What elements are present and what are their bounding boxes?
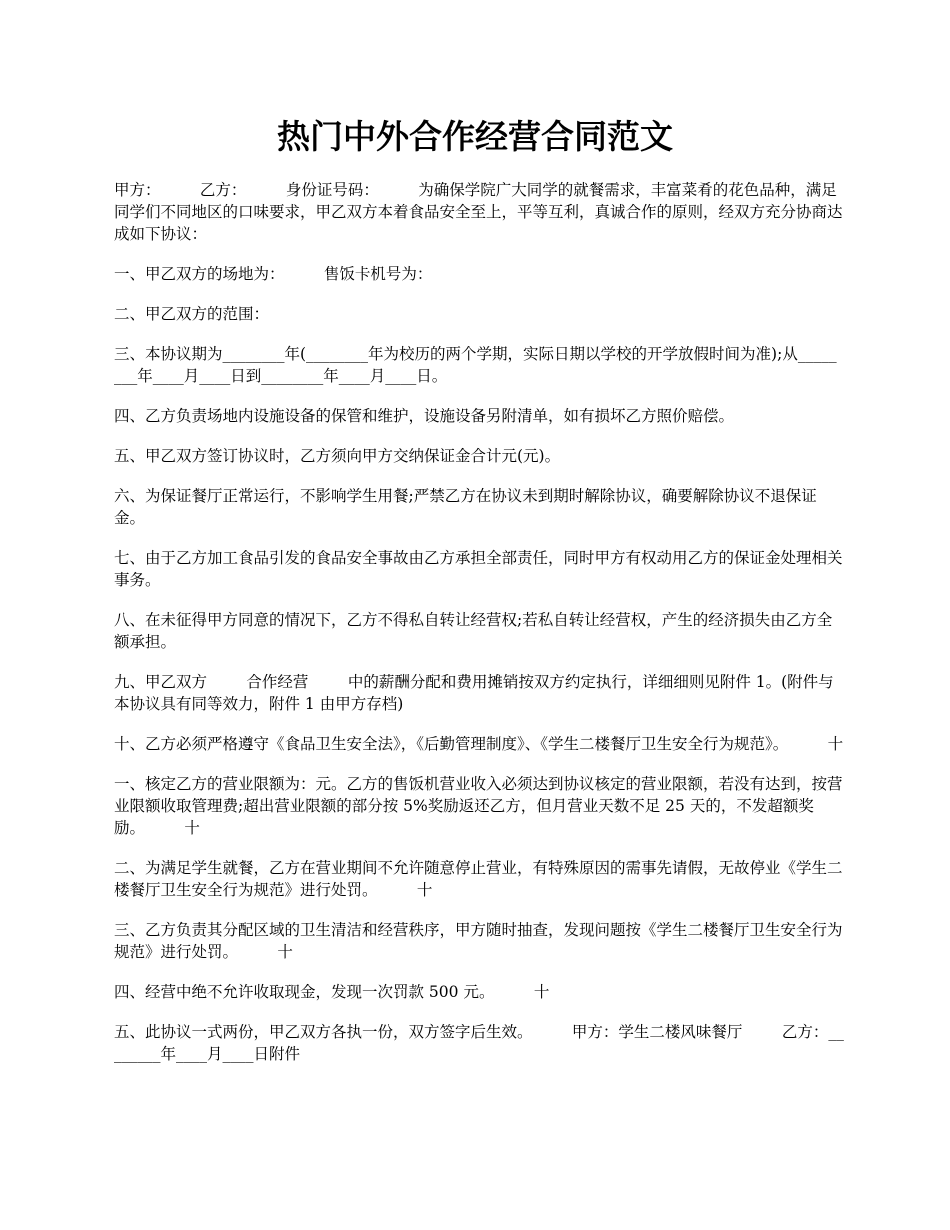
- paragraph-clause-2: 二、甲乙双方的范围：: [114, 305, 270, 323]
- paragraph-clause-12: 二、为满足学生就餐，乙方在营业期间不允许随意停止营业，有特殊原因的需事先请假，无故停业《学生二楼餐厅卫生安全行为规范》进行处罚。 十: [114, 859, 843, 899]
- document-body: [114, 179, 844, 1083]
- paragraph-intro: 甲方： 乙方： 身份证号码： 为确保学院广大同学的就餐需求，丰富菜肴的花色品种，满足同学们不同地区的口味要求，甲乙双方本着食品安全至上，平等互利，真诚合作的原则，经双方充分协商达成如下协议：: [114, 181, 843, 243]
- paragraph-clause-15: 五、此协议一式两份，甲乙双方各执一份，双方签字后生效。 甲方：学生二楼风味餐厅 乙方：________年____月____日附件: [114, 1023, 844, 1063]
- paragraph-clause-4: 四、乙方负责场地内设施设备的保管和维护，设施设备另附清单，如有损坏乙方照价赔偿。: [114, 407, 735, 425]
- paragraph-clause-1: 一、甲乙双方的场地为： 售饭卡机号为：: [114, 265, 433, 283]
- paragraph-clause-8: 八、在未征得甲方同意的情况下，乙方不得私自转让经营权;若私自转让经营权，产生的经济损失由乙方全额承担。: [114, 611, 833, 651]
- paragraph-clause-5: 五、甲乙双方签订协议时，乙方须向甲方交纳保证金合计元(元)。: [114, 447, 561, 465]
- paragraph-clause-14: 四、经营中绝不允许收取现金，发现一次罚款 500 元。 十: [114, 983, 550, 1001]
- paragraph-clause-7: 七、由于乙方加工食品引发的食品安全事故由乙方承担全部责任，同时甲方有权动用乙方的保证金处理相关事务。: [114, 549, 843, 589]
- paragraph-clause-9: 九、甲乙双方 合作经营 中的薪酬分配和费用摊销按双方约定执行，详细细则见附件 1。(附件与本协议具有同等效力，附件 1 由甲方存档): [114, 673, 834, 713]
- paragraph-clause-11: 一、核定乙方的营业限额为：元。乙方的售饭机营业收入必须达到协议核定的营业限额，若没有达到，按营业限额收取管理费;超出营业限额的部分按 5%奖励返还乙方，但月营业天数不足 25 天的，不发超额奖励。 十: [114, 775, 843, 837]
- paragraph-clause-10: 十、乙方必须严格遵守《食品卫生安全法》，《后勤管理制度》、《学生二楼餐厅卫生安全行为规范》。 十: [114, 735, 844, 753]
- document-title: 热门中外合作经营合同范文: [277, 117, 673, 156]
- paragraph-clause-6: 六、为保证餐厅正常运行，不影响学生用餐;严禁乙方在协议未到期时解除协议，确要解除协议不退保证金。: [114, 487, 817, 527]
- paragraph-clause-13: 三、乙方负责其分配区域的卫生清洁和经营秩序，甲方随时抽查，发现问题按《学生二楼餐厅卫生安全行为规范》进行处罚。 十: [114, 921, 843, 961]
- paragraph-clause-3: 三、本协议期为________年(________年为校历的两个学期，实际日期以学校的开学放假时间为准);从________年____月____日到________年____月____日。: [114, 345, 837, 385]
